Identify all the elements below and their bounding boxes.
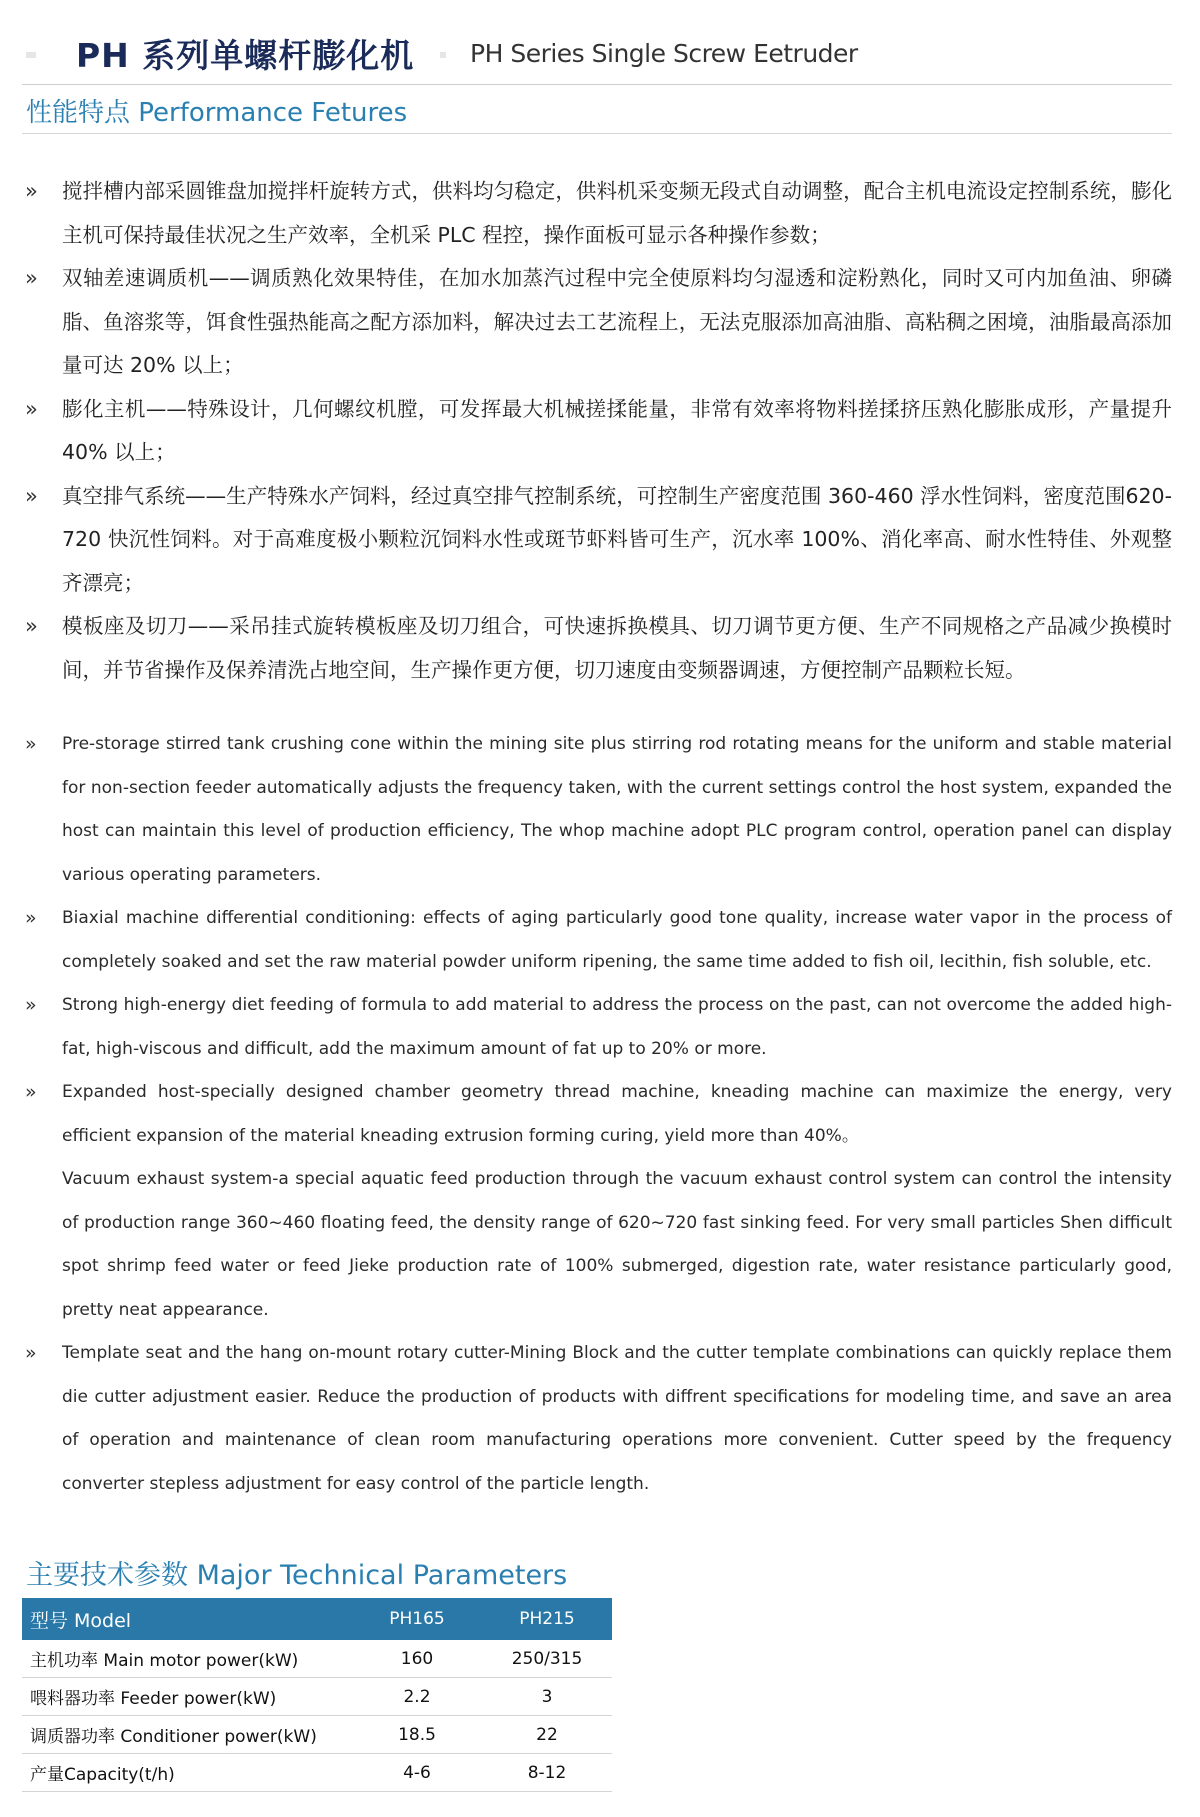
list-item: [22, 257, 1172, 388]
list-item: [22, 1071, 1172, 1158]
bullet-icon: »: [25, 179, 38, 203]
bullet-icon: »: [25, 396, 38, 421]
list-item-text: Template seat and the hang on-mount rotary cutter-Mining Block and the cutter template combinations can quickly replace them die cutter adjustment easier. Reduce the production of products with diffrent specifications for modeling time, and save an area of operation and maintenance of clean room manufacturing operations more convenient. Cutter speed by the frequency converter stepless adjustment for easy control of the particle length.: [62, 1343, 1172, 1494]
performance-list-cn: [22, 170, 1172, 692]
performance-heading: 性能特点 Performance Fetures: [26, 98, 408, 128]
bullet-icon: »: [25, 1342, 37, 1364]
page-header: [0, 0, 1200, 84]
section-divider: [22, 133, 1172, 134]
list-item-text: 膨化主机——特殊设计，几何螺纹机膛，可发挥最大机械搓揉能量，非常有效率将物料搓揉挤压熟化膨胀成形，产量提升 40% 以上；: [62, 396, 1172, 464]
performance-list-en: [22, 723, 1172, 1506]
list-item: [22, 1332, 1172, 1506]
header-ph165: PH165: [352, 1598, 482, 1640]
bullet-icon: »: [25, 733, 37, 755]
header-divider: [22, 84, 1172, 85]
bullet-icon: »: [25, 483, 38, 508]
bullet-icon: »: [25, 907, 37, 929]
list-item: [22, 984, 1172, 1071]
list-item: [22, 897, 1172, 984]
row-value: 8-12: [482, 1754, 612, 1792]
list-item: [22, 605, 1172, 692]
page-title-en: PH Series Single Screw Eetruder: [470, 39, 858, 68]
table-row: [22, 1678, 612, 1716]
list-item-text: Biaxial machine differential conditioning: effects of aging particularly good tone quality, increase water vapor in the process of completely soaked and set the raw material powder uniform ripening, the same time added to fish oil, lecithin, fish soluble, etc.: [62, 908, 1172, 972]
table-header-row: [22, 1598, 612, 1640]
table-row: [22, 1716, 612, 1754]
header-decoration: [440, 52, 446, 58]
row-value: 18.5: [352, 1716, 482, 1754]
list-item-text: Pre-storage stirred tank crushing cone within the mining site plus stirring rod rotating means for the uniform and stable material for non-section feeder automatically adjusts the frequency taken, with the current settings control the host system, expanded the host can maintain this level of production efficiency, The whop machine adopt PLC program control, operation panel can display various operating parameters.: [62, 734, 1172, 885]
header-ph215: PH215: [482, 1598, 612, 1640]
table-row: [22, 1754, 612, 1792]
row-value: 160: [352, 1640, 482, 1678]
parameters-table: [22, 1598, 612, 1792]
bullet-icon: »: [25, 994, 37, 1016]
list-item-text: 双轴差速调质机——调质熟化效果特佳，在加水加蒸汽过程中完全使原料均匀湿透和淀粉熟化，同时又可内加鱼油、卵磷脂、鱼溶浆等，饵食性强热能高之配方添加料，解决过去工艺流程上，无法克服添加高油脂、高粘稠之困境，油脂最高添加量可达 20% 以上；: [62, 266, 1172, 377]
row-label: 产量Capacity(t/h): [22, 1754, 352, 1792]
bullet-icon: »: [25, 614, 38, 638]
list-item-text: Strong high-energy diet feeding of formula to add material to address the process on the past, can not overcome the added high-fat, high-viscous and difficult, add the maximum amount of fat up to 20% or more.: [62, 995, 1172, 1059]
list-item-text: 搅拌槽内部采圆锥盘加搅拌杆旋转方式，供料均匀稳定，供料机采变频无段式自动调整，配合主机电流设定控制系统，膨化主机可保持最佳状况之生产效率，全机采 PLC 程控，操作面板可显示各种操作参数；: [62, 179, 1172, 247]
bullet-icon: »: [25, 266, 38, 290]
table-row: [22, 1640, 612, 1678]
list-item: [22, 1158, 1172, 1332]
list-item-text: 真空排气系统——生产特殊水产饲料，经过真空排气控制系统，可控制生产密度范围 360-460 浮水性饲料，密度范围620-720 快沉性饲料。对于高难度极小颗粒沉饲料水性或斑节虾料皆可生产，沉水率 100%、消化率高、耐水性特佳、外观整齐漂亮；: [62, 483, 1172, 595]
list-item: [22, 475, 1172, 606]
row-label: 喂料器功率 Feeder power(kW): [22, 1678, 352, 1716]
list-item: [22, 723, 1172, 897]
list-item: [22, 170, 1172, 257]
row-label: 调质器功率 Conditioner power(kW): [22, 1716, 352, 1754]
list-item-text: 模板座及切刀——采吊挂式旋转模板座及切刀组合，可快速拆换模具、切刀调节更方便、生产不同规格之产品减少换模时间，并节省操作及保养清洗占地空间，生产操作更方便，切刀速度由变频器调速，方便控制产品颗粒长短。: [62, 614, 1172, 682]
row-value: 22: [482, 1716, 612, 1754]
list-item: [22, 388, 1172, 475]
row-value: 250/315: [482, 1640, 612, 1678]
row-label: 主机功率 Main motor power(kW): [22, 1640, 352, 1678]
row-value: 2.2: [352, 1678, 482, 1716]
bullet-icon: »: [25, 1081, 37, 1103]
row-value: 4-6: [352, 1754, 482, 1792]
header-decoration: [26, 52, 36, 58]
page-title-cn: PH 系列单螺杆膨化机: [76, 36, 415, 75]
list-item-text: Vacuum exhaust system-a special aquatic feed production through the vacuum exhaust control system can control the intensity of production range 360~460 floating feed, the density range of 620~720 fast sinking feed. For very small particles Shen difficult spot shrimp feed water or feed Jieke production rate of 100% submerged, digestion rate, water resistance particularly good, pretty neat appearance.: [62, 1169, 1172, 1320]
header-model: 型号 Model: [22, 1598, 352, 1640]
list-item-text: Expanded host-specially designed chamber geometry thread machine, kneading machine can maximize the energy, very efficient expansion of the material kneading extrusion forming curing, yield more than 40%。: [62, 1082, 1172, 1146]
parameters-heading: 主要技术参数 Major Technical Parameters: [26, 1560, 568, 1591]
row-value: 3: [482, 1678, 612, 1716]
